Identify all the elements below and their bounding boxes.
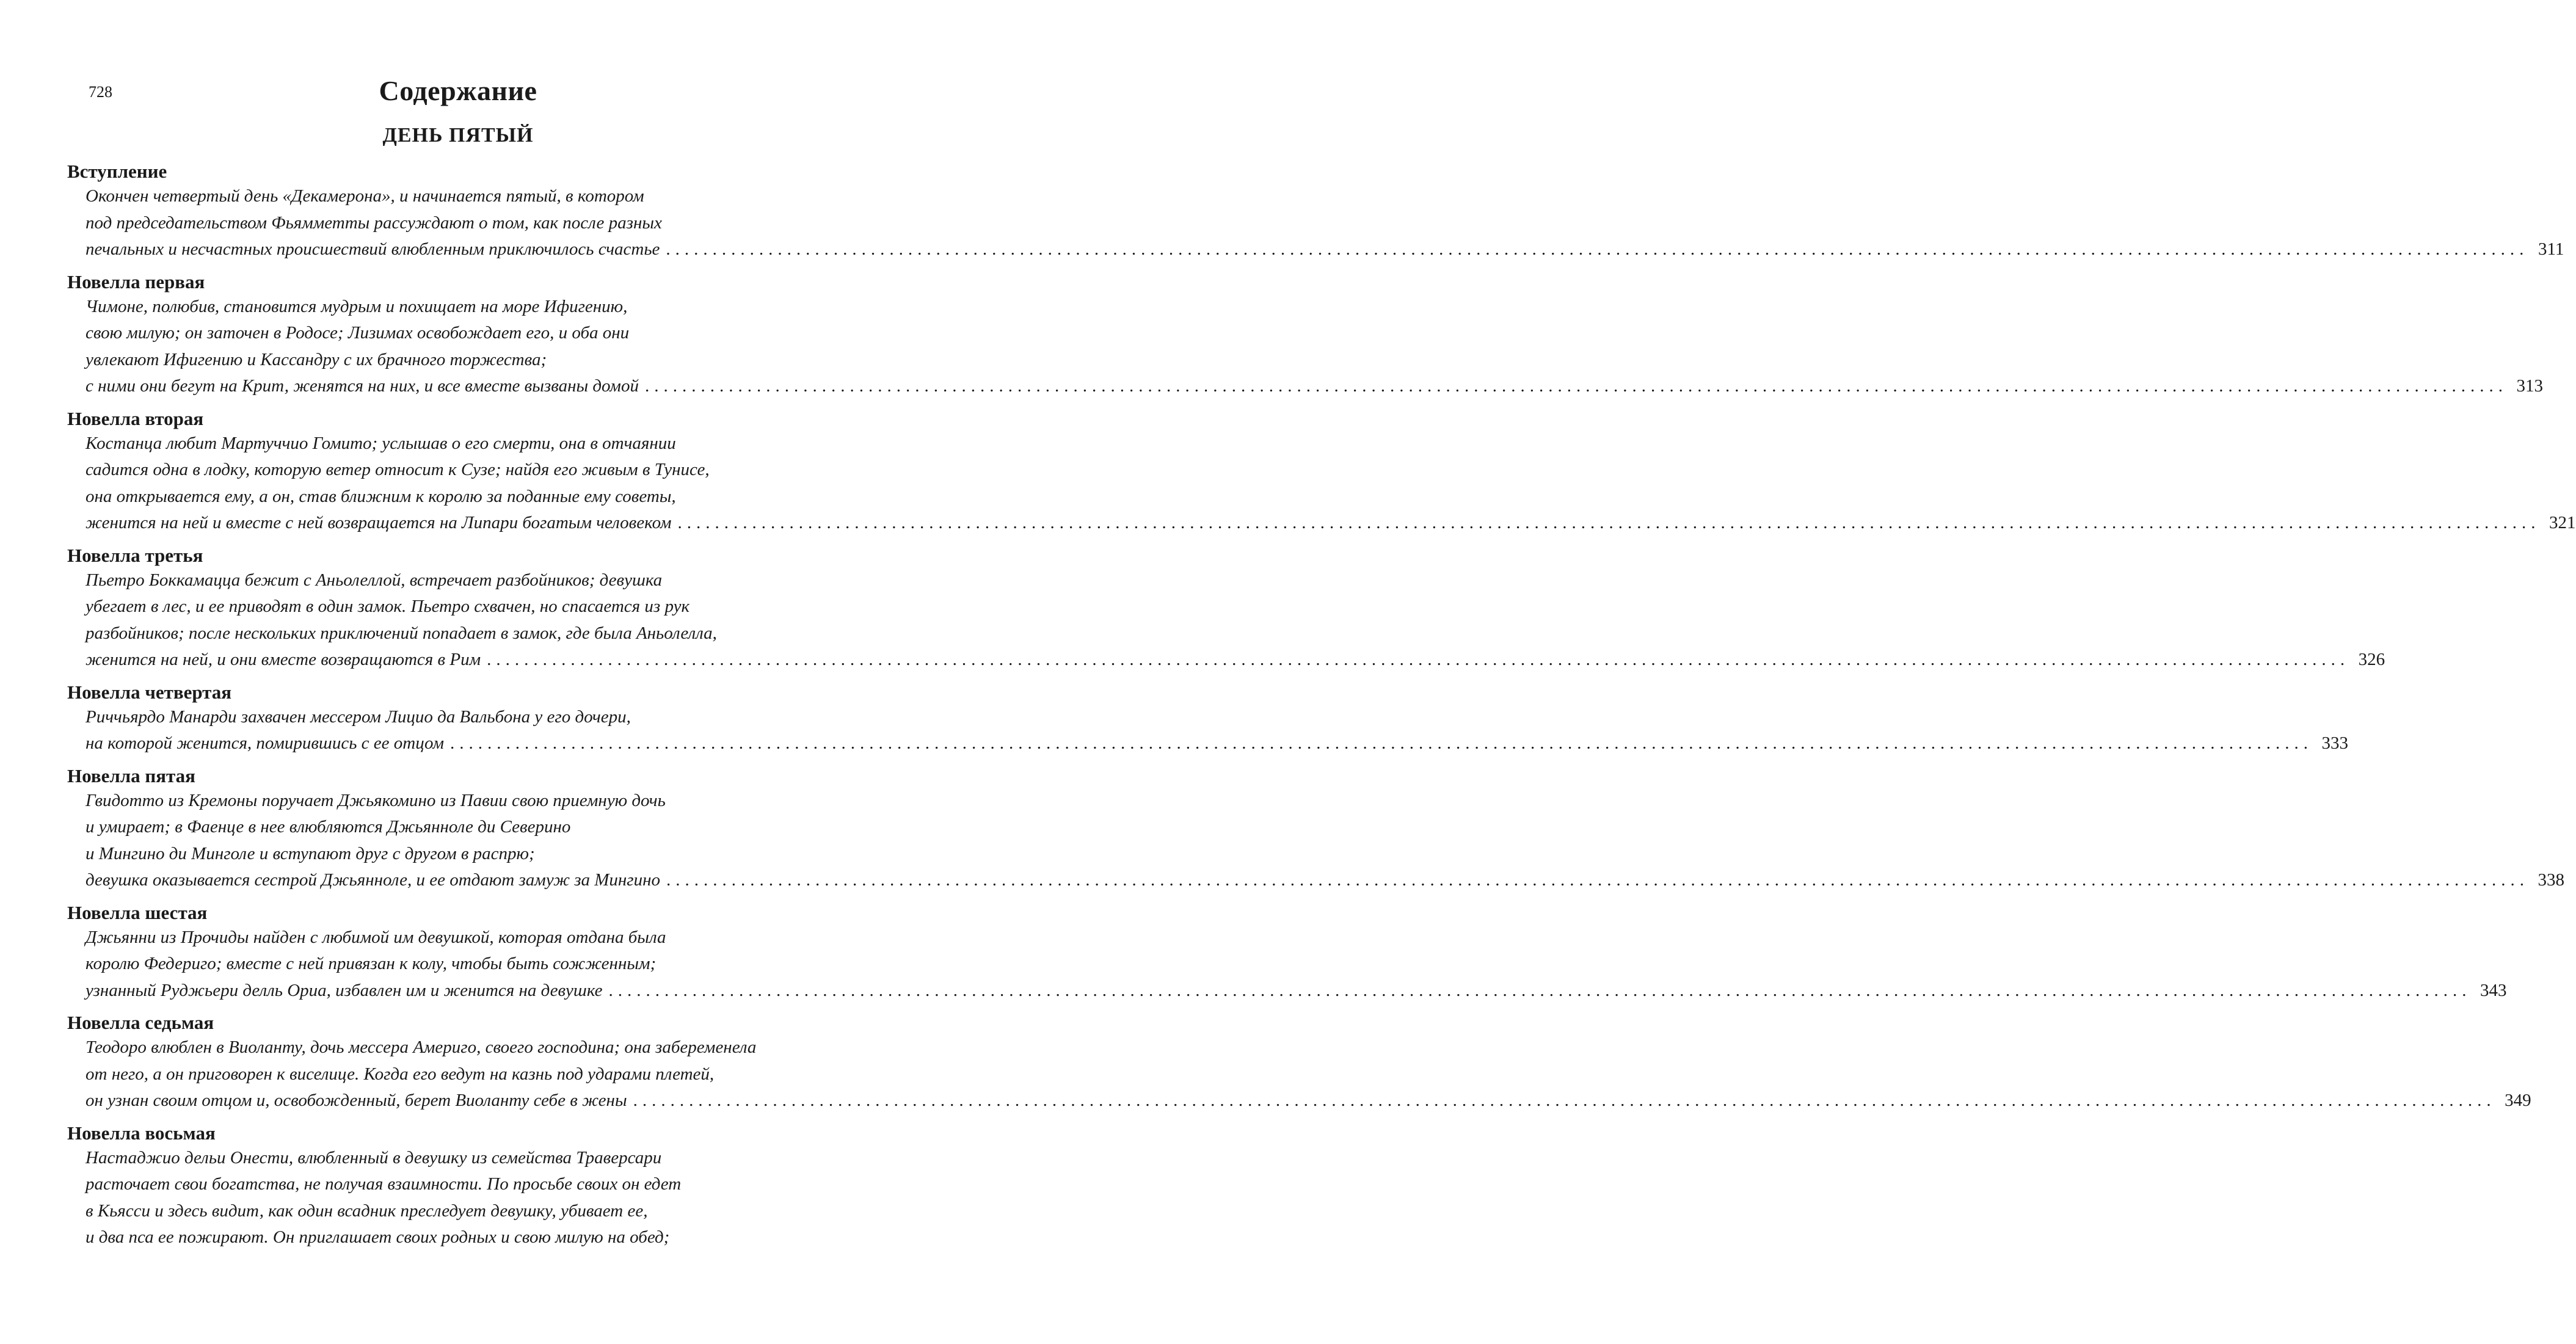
summary-line: Джьянни из Прочиды найден с любимой им девушкой, которая отдана была <box>86 927 666 947</box>
entry-page-number: 311 <box>2538 239 2564 259</box>
summary-line-text: на которой женится, помирившись с ее отцом <box>86 733 444 753</box>
summary-line: Костанца любит Мартуччио Гомито; услышав о его смерти, она в отчаянии <box>86 433 676 453</box>
summary-line <box>67 730 2348 757</box>
toc-entry <box>67 271 2543 400</box>
entry-summary <box>67 788 2564 894</box>
summary-line-text: с ними они бегут на Крит, женятся на них, и все вместе вызваны домой <box>86 376 639 396</box>
entry-summary <box>67 183 2564 263</box>
entry-summary <box>67 704 2348 757</box>
entry-summary <box>67 924 2507 1004</box>
entry-summary <box>67 1145 849 1251</box>
summary-line-text: он узнан своим отцом и, освобожденный, берет Виоланту себе в жены <box>86 1091 627 1110</box>
entry-title: Вступление <box>67 161 167 182</box>
entry-summary <box>67 294 2543 400</box>
summary-line: Чимоне, полюбив, становится мудрым и похищает на море Ифигению, <box>86 296 628 316</box>
toc-entry <box>67 1122 849 1251</box>
entry-page-number: 333 <box>2321 733 2348 753</box>
summary-line: Окончен четвертый день «Декамерона», и начинается пятый, в котором <box>86 186 644 206</box>
toc-entry <box>67 160 2564 263</box>
leader-dots: ........................................................................................................................................................................................................ <box>666 239 2529 259</box>
leader-dots: ........................................................................................................................................................................................................ <box>677 513 2541 532</box>
entry-summary <box>67 567 2385 674</box>
entry-title: Новелла четвертая <box>67 681 232 703</box>
entry-page-number: 313 <box>2516 376 2543 396</box>
summary-line: Риччьярдо Манарди захвачен мессером Лицио да Вальбона у его дочери, <box>86 707 631 727</box>
leader-dots: ........................................................................................................................................................................................................ <box>487 650 2350 669</box>
summary-line: под председательством Фьямметты рассуждают о том, как после разных <box>86 212 662 233</box>
leader-dots: ........................................................................................................................................................................................................ <box>633 1091 2496 1110</box>
summary-line <box>67 236 2564 263</box>
entry-page-number: 326 <box>2358 650 2385 669</box>
toc-entry <box>67 544 2385 674</box>
leader-dots: ........................................................................................................................................................................................................ <box>608 980 2472 1000</box>
toc-entry <box>67 765 2564 894</box>
summary-line: она открывается ему, а он, став ближним к королю за поданные ему советы, <box>86 486 676 506</box>
summary-line: Гвидотто из Кремоны поручает Джьякомино из Павии свою приемную дочь <box>86 790 666 810</box>
entry-title: Новелла восьмая <box>67 1122 216 1144</box>
entry-summary <box>67 430 2576 537</box>
leader-dots: ........................................................................................................................................................................................................ <box>666 870 2529 890</box>
toc-entry <box>67 1011 2531 1114</box>
toc-entry <box>67 681 2348 757</box>
summary-line <box>67 510 2576 537</box>
summary-line: разбойников; после нескольких приключений попадает в замок, где была Аньолелла, <box>86 623 717 643</box>
table-of-contents <box>67 160 2576 1259</box>
entry-page-number: 343 <box>2480 980 2507 1000</box>
entry-title: Новелла первая <box>67 271 205 292</box>
summary-line: от него, а он приговорен к виселице. Когда его ведут на казнь под ударами плетей, <box>86 1064 715 1084</box>
summary-line: Настаджио дельи Онести, влюбленный в девушку из семейства Траверсари <box>86 1147 662 1168</box>
entry-summary <box>67 1034 2531 1114</box>
entry-page-number: 349 <box>2505 1091 2531 1110</box>
summary-line: королю Федериго; вместе с ней привязан к колу, чтобы быть сожженным; <box>86 954 657 973</box>
summary-line: Пьетро Боккамацца бежит с Аньолеллой, встречает разбойников; девушка <box>86 570 663 590</box>
summary-line-text: женится на ней и вместе с ней возвращается на Липари богатым человеком <box>86 513 672 532</box>
summary-line-text: печальных и несчастных происшествий влюбленным приключилось счастье <box>86 239 660 259</box>
toc-entry <box>67 407 2576 537</box>
entry-title: Новелла вторая <box>67 407 204 429</box>
summary-line: садится одна в лодку, которую ветер относит к Сузе; найдя его живым в Тунисе, <box>86 460 710 479</box>
summary-line: в Кьясси и здесь видит, как один всадник преследует девушку, убивает ее, <box>86 1201 648 1221</box>
summary-line <box>67 867 2564 894</box>
entry-title: Новелла седьмая <box>67 1012 214 1033</box>
day-heading: ДЕНЬ ПЯТЫЙ <box>382 124 534 147</box>
summary-line: свою милую; он заточен в Родосе; Лизимах освобождает его, и оба они <box>86 323 630 343</box>
summary-line: убегает в лес, и ее приводят в один замок. Пьетро схвачен, но спасается из рук <box>86 597 690 616</box>
entry-page-number: 321 <box>2549 513 2576 532</box>
summary-line-text: девушка оказывается сестрой Джьянноле, и ее отдают замуж за Мингино <box>86 870 660 890</box>
leader-dots: ........................................................................................................................................................................................................ <box>644 376 2508 396</box>
entry-title: Новелла пятая <box>67 765 195 786</box>
page-title: Содержание <box>379 75 537 106</box>
leader-dots: ........................................................................................................................................................................................................ <box>449 733 2313 753</box>
entry-title: Новелла шестая <box>67 901 208 923</box>
summary-line: и умирает; в Фаенце в нее влюбляются Джьянноле ди Северино <box>86 817 571 837</box>
summary-line <box>67 1088 2531 1114</box>
summary-line <box>67 373 2543 400</box>
summary-line: и Мингино ди Минголе и вступают друг с другом в распрю; <box>86 843 535 863</box>
toc-entry <box>67 901 2507 1004</box>
summary-line-text: узнанный Руджьери делль Ориа, избавлен им и женится на девушке <box>86 980 603 1000</box>
summary-line: и два пса ее пожирают. Он приглашает своих родных и свою милую на обед; <box>86 1227 670 1247</box>
summary-line <box>67 978 2507 1004</box>
entry-page-number: 338 <box>2538 870 2564 890</box>
summary-line: Теодоро влюблен в Виоланту, дочь мессера Америго, своего господина; она забеременела <box>86 1037 757 1057</box>
page-number: 728 <box>89 83 112 101</box>
summary-line <box>67 647 2385 674</box>
summary-line: расточает свои богатства, не получая взаимности. По просьбе своих он едет <box>86 1174 682 1194</box>
entry-title: Новелла третья <box>67 544 203 566</box>
summary-line: увлекают Ифигению и Кассандру с их брачного торжества; <box>86 349 547 369</box>
summary-line-text: женится на ней, и они вместе возвращаются в Рим <box>86 650 481 669</box>
